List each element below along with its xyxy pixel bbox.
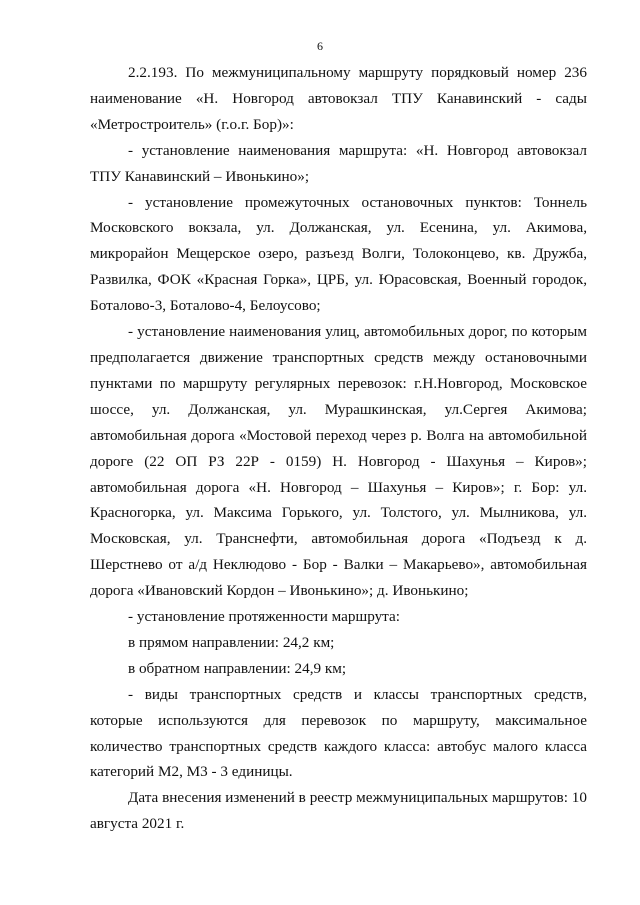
paragraph-route-header: 2.2.193. По межмуниципальному маршруту порядковый номер 236 наименование «Н. Новгород автовокзал ТПУ Канавинский - сады «Метростроитель» (г.о.г. Бор)»: [90,64,587,133]
paragraph-registry-date: Дата внесения изменений в реестр межмуниципальных маршрутов: 10 августа 2021 г. [90,789,587,833]
page-number: 6 [317,39,323,53]
paragraph-vehicle-types: - виды транспортных средств и классы транспортных средств, которые используются для перевозок по маршруту, максимальное количество транспортных средств каждого класса: автобус малого класса категорий М2, М3 - 3 единицы. [90,685,587,781]
paragraph-streets-and-roads: - установление наименования улиц, автомобильных дорог, по которым предполагается движение транспортных средств между остановочными пунктами по маршруту регулярных перевозок: г.Н.Новгород, Московское шоссе, ул. Должанская, ул. Мурашкинская, ул.Сергея Акимова; автомобильная дорога «Мостовой переход через р. Волга на автомобильной дороге (22 ОП РЗ 22Р - 0159) Н. Новгород - Шахунья – Киров»; автомобильная дорога «Н. Новгород – Шахунья – Киров»; г. Бор: ул. Красногорка, ул. Максима Горького, ул. Толстого, ул. Мылникова, ул. Московская, ул. Транснефти, автомобильная дорога «Подъезд к д. Шерстнево от а/д Неклюдово - Бор - Валки – Макарьево», автомобильная дорога «Ивановский Кордон – Ивонькино»; д. Ивонькино; [90,323,587,600]
paragraph-route-length: - установление протяженности маршрута: [128,608,400,626]
document-body [90,60,587,837]
paragraph-reverse-length: в обратном направлении: 24,9 км; [128,659,347,677]
paragraph-intermediate-stops: - установление промежуточных остановочных пунктов: Тоннель Московского вокзала, ул. Должанская, ул. Есенина, ул. Акимова, микрорайон Мещерское озеро, разъезд Волги, Толоконцево, кв. Дружба, Развилка, ФОК «Красная Горка», ЦРБ, ул. Юрасовская, Военный городок, Боталово-3, Боталово-4, Белоусово; [90,193,587,315]
paragraph-route-name: - установление наименования маршрута: «Н. Новгород автовокзал ТПУ Канавинский – Ивонькино»; [90,141,587,185]
paragraph-forward-length: в прямом направлении: 24,2 км; [128,633,335,651]
